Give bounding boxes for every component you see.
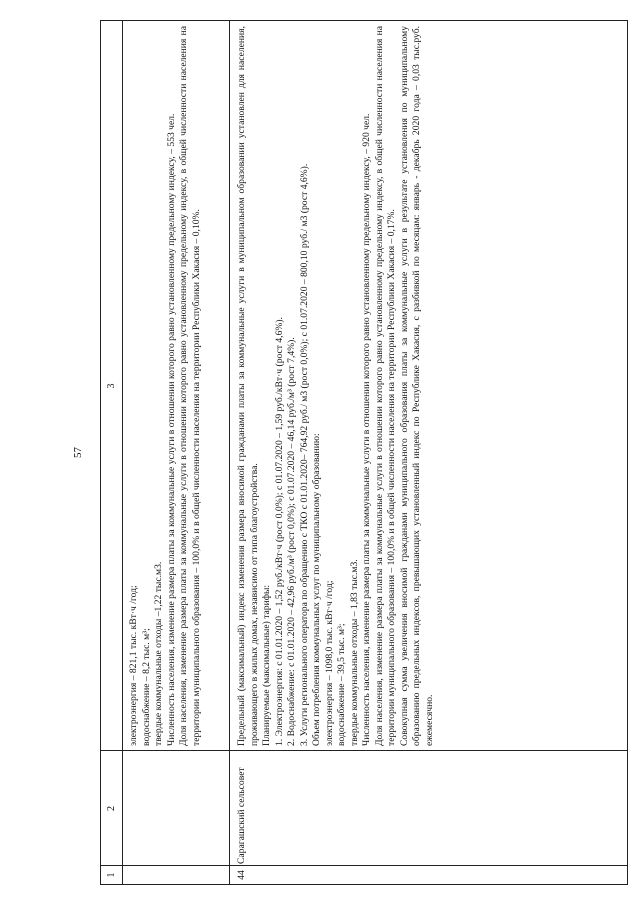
header-col-2: 2 [101,751,123,866]
text-line: водоснабжение – 39,5 тыс. м³; [336,623,347,746]
column-divider [101,865,627,866]
text-paragraph: Численность населения, изменение размера платы за коммунальные услуги в отношении которого равно установленному предельному индексу, – 553 чел. [165,113,177,746]
municipality-name: Сарагашский сельсовет [236,767,247,864]
text-line: Планируемые (максимальные) тарифы: [261,584,272,746]
text-line: твердые коммунальные отходы – 1,83 тыс.м3. [348,559,360,746]
text-paragraph: 3. Услуги регионального оператора по обращению с ТКО с 01.01.2020– 764,92 руб./ м3 (рост 0,0%); с 01.07.2020 – 800,10 руб./ м3 (рост 4,6%). [298,163,310,746]
page-number: 57 [72,447,84,458]
header-col-1: 1 [101,866,123,884]
table [100,20,628,885]
text-line: электроэнергия – 821,1 тыс. кВт·ч /год; [128,585,139,746]
rotated-page [70,20,630,885]
text-line: твердые коммунальные отходы –1,22 тыс.м3. [153,561,164,746]
text-line: электроэнергия – 1098,0 тыс. кВт·ч /год; [323,580,335,746]
text-paragraph: Доля населения, изменение размера платы за коммунальные услуги в отношении которого равно установленному предельному индексу, в общей численности населения на территории муниципального образования – 100,0% и в общей численности населения на территории Республики Хакасия – 0,17%. [373,26,397,746]
text-line: Объем потребления коммунальных услуг по муниципальному образованию: [311,433,322,746]
text-line: 1. Электроэнергия: с 01.01.2020 – 1,52 руб./кВт·ч (рост 0,0%); с 01.07.2020 – 1,59 руб./кВт·ч (рост 4,6%). [273,317,285,746]
text-paragraph: Предельный (максимальный) индекс изменения размера вносимой гражданами платы за коммунальные услуги в муниципальном образовании установлен для населения, проживающего в жилых домах, независимо от типа благоустройства. [236,26,260,746]
column-divider [101,750,627,751]
text-line: водоснабжение – 8,2 тыс. м³; [140,628,152,746]
text-paragraph: Доля населения, изменение размера платы за коммунальные услуги в отношении которого равно установленному предельному индексу, в общей численности населения на территории муниципального образования – 100,0% и в общей численности населения на территории Республики Хакасия – 0,10%. [178,26,202,746]
header-col-3: 3 [101,21,123,751]
row-divider [229,21,230,884]
text-line: 2. Водоснабжение: с 01.01.2020 – 42,96 руб./м³ (рост 0,0%); с 01.07.2020 – 46,14 руб./м³ (рост 7,4%). [286,337,297,746]
row-number: 44 [236,870,247,880]
row-text-cell [236,26,436,746]
text-paragraph: Совокупная сумма увеличения вносимой гражданами муниципального образования платы за коммунальные услуги в результате установления по муниципальному образованию предельных индексов, превышающих установленный индекс по Республике Хакасия, с разбивкой по месяцам: январь - декабрь 2020 года – 0,03 тыс.руб. ежемесячно. [398,26,435,746]
text-paragraph: Численность населения, изменение размера платы за коммунальные услуги в отношении которого равно установленному предельному индексу, – 920 чел. [361,113,372,746]
continuation-cell [128,26,203,746]
